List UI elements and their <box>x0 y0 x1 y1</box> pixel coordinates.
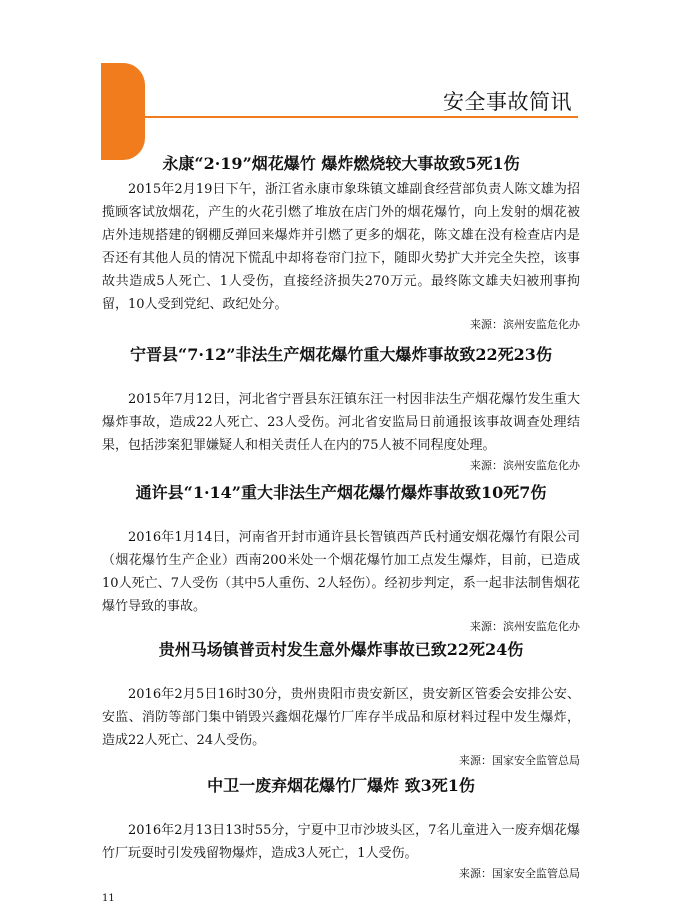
article-body: 2015年2月19日下午，浙江省永康市象珠镇文雄副食经营部负责人陈文雄为招揽顾客试放烟花，产生的火花引燃了堆放在店门外的烟花爆竹，向上发射的烟花被店外违规搭建的钢棚反弹回来爆炸并引燃了更多的烟花，陈文雄在没有检查店内是否还有其他人员的情况下慌乱中却将卷帘门拉下，随即火势扩大并完全失控，该事故共造成5人死亡、1人受伤，直接经济损失270万元。最终陈文雄夫妇被刑事拘留，10人受到党纪、政纪处分。 <box>102 182 580 312</box>
article-source: 来源：滨州安监危化办 <box>470 620 580 633</box>
article-title: 宁晋县“7·12”非法生产烟花爆竹重大爆炸事故致22死23伤 <box>130 345 552 364</box>
article-body: 2016年2月5日16时30分，贵州贵阳市贵安新区，贵安新区管委会安排公安、安监、消防等部门集中销毁兴鑫烟花爆竹厂库存半成品和原材料过程中发生爆炸，造成22人死亡、24人受伤。 <box>102 687 580 748</box>
section-title: 安全事故简讯 <box>443 90 572 114</box>
news-article <box>102 639 580 770</box>
article-body: 2016年2月13日13时55分，宁夏中卫市沙坡头区，7名儿童进入一废弃烟花爆竹厂玩耍时引发残留物爆炸，造成3人死亡，1人受伤。 <box>102 823 580 861</box>
article-title: 中卫一废弃烟花爆竹厂爆炸 致3死1伤 <box>207 776 475 795</box>
header-divider <box>140 116 578 118</box>
orange-tab-decoration <box>101 63 145 160</box>
article-source: 来源：国家安全监管总局 <box>459 754 580 767</box>
news-article <box>102 775 580 883</box>
article-source: 来源：国家安全监管总局 <box>459 867 580 880</box>
news-article <box>102 482 580 636</box>
article-title: 通许县“1·14”重大非法生产烟花爆竹爆炸事故致10死7伤 <box>135 483 547 502</box>
article-title: 贵州马场镇普贡村发生意外爆炸事故已致22死24伤 <box>158 640 524 659</box>
article-body: 2015年7月12日，河北省宁晋县东汪镇东汪一村因非法生产烟花爆竹发生重大爆炸事故，造成22人死亡、23人受伤。河北省安监局日前通报该事故调查处理结果，包括涉案犯罪嫌疑人和相关责任人在内的75人被不同程度处理。 <box>102 392 580 453</box>
article-source: 来源：滨州安监危化办 <box>470 459 580 472</box>
page-number: 11 <box>102 893 115 904</box>
article-source: 来源：滨州安监危化办 <box>470 318 580 331</box>
news-article <box>102 153 580 334</box>
article-body: 2016年1月14日，河南省开封市通许县长智镇西芦氏村通安烟花爆竹有限公司（烟花爆竹生产企业）西南200米处一个烟花爆竹加工点发生爆炸，目前，已造成10人死亡、7人受伤（其中5人重伤、2人轻伤）。经初步判定，系一起非法制售烟花爆竹导致的事故。 <box>102 530 580 614</box>
news-article <box>102 344 580 475</box>
article-title: 永康“2·19”烟花爆竹 爆炸燃烧较大事故致5死1伤 <box>162 154 520 173</box>
